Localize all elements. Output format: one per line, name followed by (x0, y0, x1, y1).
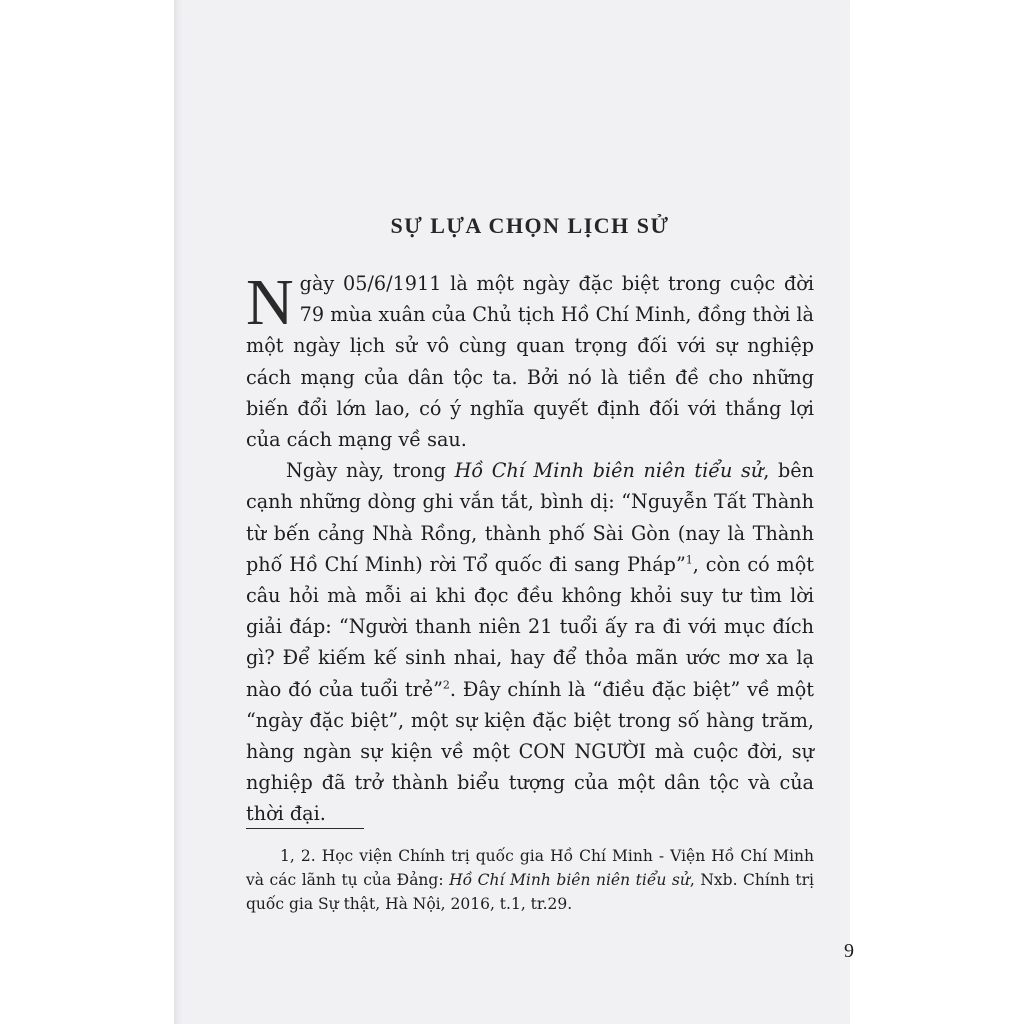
paragraph-2-text-c: , còn có một câu hỏi mà mỗi ai khi đọc đều không khỏi suy tư tìm lời giải đáp: “Người thanh niên 21 tuổi ấy ra đi với mục đích gì? Để kiếm kế sinh nhai, hay để thỏa mãn ước mơ xa lạ nào đó của tuổi trẻ” (246, 552, 814, 701)
chapter-title: SỰ LỰA CHỌN LỊCH SỬ (390, 212, 670, 238)
footnote-ref-1: 1 (685, 553, 693, 567)
footnote-book-title: Hồ Chí Minh biên niên tiểu sử (449, 871, 690, 889)
drop-cap: N (246, 266, 294, 339)
page-number: 9 (844, 940, 854, 962)
paragraph-1 (246, 268, 814, 455)
body-text (246, 268, 814, 830)
paragraph-2-text-d: . Đây chính là “điều đặc biệt” về một “ngày đặc biệt”, một sự kiện đặc biệt trong số hàng trăm, hàng ngàn sự kiện về một CON NGƯỜI mà cuộc đời, sự nghiệp đã trở thành biểu tượng của một dân tộc và của thời đại. (246, 677, 814, 826)
footnote-ref-2: 2 (442, 678, 450, 692)
footnote-divider (246, 828, 364, 829)
paragraph-2-text-a: Ngày này, trong (286, 459, 455, 483)
paragraph-1-text: gày 05/6/1911 là một ngày đặc biệt trong cuộc đời 79 mùa xuân của Chủ tịch Hồ Chí Minh, đồng thời là một ngày lịch sử vô cùng quan trọng đối với sự nghiệp cách mạng của dân tộc ta. Bởi nó là tiền đề cho những biến đổi lớn lao, có ý nghĩa quyết định đối với thắng lợi của cách mạng về sau. (246, 272, 814, 452)
footnote-text-b: , Nxb. Chính trị quốc gia Sự thật, Hà Nội, 2016, t.1, tr.29. (246, 871, 814, 913)
paragraph-2-text-b: , bên cạnh những dòng ghi vắn tắt, bình dị: “Nguyễn Tất Thành từ bến cảng Nhà Rồng, thành phố Sài Gòn (nay là Thành phố Hồ Chí Minh) rời Tổ quốc đi sang Pháp” (246, 459, 814, 576)
book-page (174, 0, 854, 1024)
footnote (246, 844, 814, 916)
book-title-reference: Hồ Chí Minh biên niên tiểu sử (454, 459, 764, 483)
footnote-text-a: 1, 2. Học viện Chính trị quốc gia Hồ Chí Minh - Viện Hồ Chí Minh và các lãnh tụ của Đảng: (246, 847, 814, 889)
paragraph-2 (246, 455, 814, 829)
